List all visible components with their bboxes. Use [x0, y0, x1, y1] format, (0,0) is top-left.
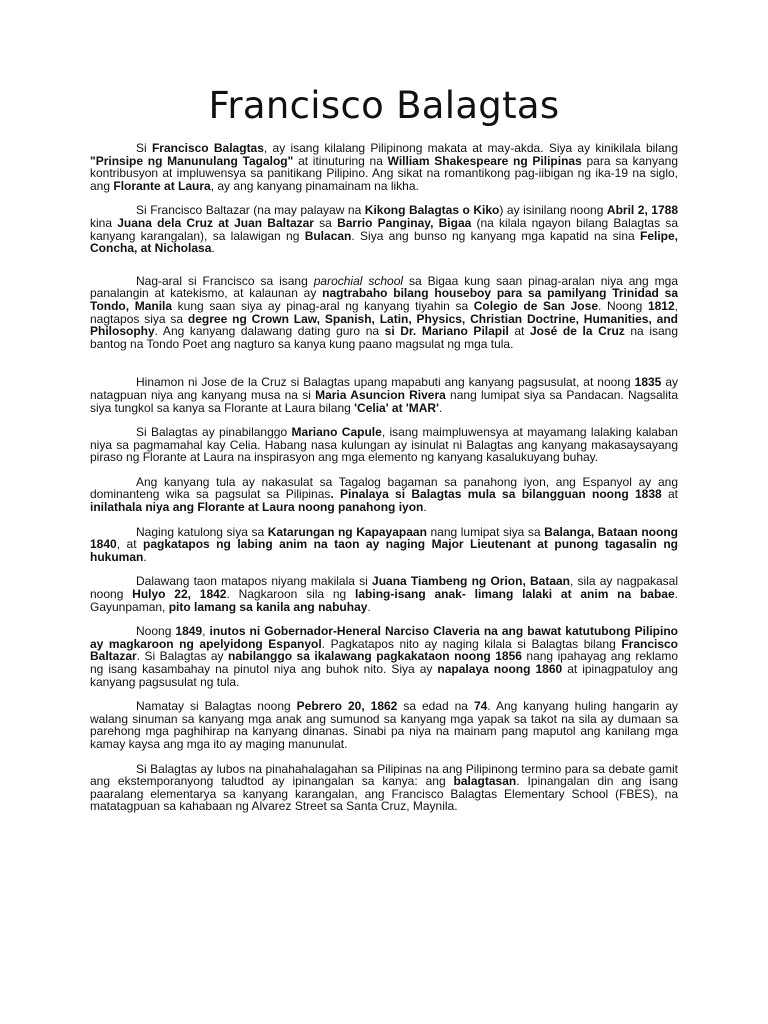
bold-run: Felipe, Concha, at Nicholasa — [90, 228, 678, 256]
bold-run: 74 — [473, 699, 488, 714]
bold-run: William Shakespeare ng Pilipinas — [387, 153, 582, 168]
bold-run: napalaya noong 1860 — [437, 662, 563, 676]
bold-run: inutos ni Gobernador-Heneral Narciso Claveria na ang bawat katutubong Pilipino ay magkaroon ng apelyidong Espanyol — [90, 624, 679, 651]
bold-run: Barrio Panginay, Bigaa — [337, 215, 472, 230]
text-run: Hinamon ni Jose de la Cruz si Balagtas upang mapabuti ang kanyang pagsusulat, at noong — [136, 375, 635, 390]
text-run: . Noong — [598, 298, 648, 313]
bold-run: Colegio de San Jose — [473, 298, 598, 313]
text-run: , — [202, 624, 210, 639]
text-run: Si Francisco Baltazar (na may palayaw na — [136, 203, 365, 218]
bold-run: labing-isang anak- limang lalaki at anim na babae — [355, 587, 675, 602]
bold-run: Balanga, Bataan noong 1840 — [90, 524, 679, 552]
text-run: (na kilala ngayon bilang Balagtas sa kanyang karangalan), sa lalawigan ng — [90, 215, 678, 243]
paragraph-education — [90, 275, 678, 351]
paragraph-career — [90, 526, 678, 564]
bold-run: Bulacan — [304, 228, 352, 243]
bold-run: inilathala niya ang Florante at Laura noong panahong iyon — [90, 500, 424, 515]
bold-run: Maria Asuncion Rivera — [315, 387, 446, 402]
bold-run: pito lamang sa kanila ang nabuhay — [168, 599, 368, 614]
text-run: , ay isang kilalang Pilipinong makata at may-akda. Siya ay kinikilala bilang — [263, 141, 678, 155]
bold-run: Juana Tiambeng ng Orion, Bataan — [372, 574, 570, 589]
text-run: nang lumipat siya sa Pandacan. Nagsalita siya tungkol sa kanya sa Florante at Laura bilang — [90, 387, 679, 415]
paragraph-marriage — [90, 575, 678, 613]
text-run: Noong — [136, 624, 176, 639]
paragraph-birth — [90, 204, 678, 254]
bold-run: 'Celia' at 'MAR' — [354, 400, 439, 415]
text-run: . Ang kanyang huling hangarin ay walang sinuman sa kanyang mga anak ang sumunod sa kanyang mga yapak sa takot na sila ay dumaan sa parehong mga paghihirap na kanyang dinanas. Sinabi pa niya na mainam pang maputol ang kanilang mga kamay kaysa ang mga ito ay maging manunulat. — [90, 699, 678, 751]
bold-run: Francisco Balagtas — [151, 141, 264, 155]
bold-run: balagtasan — [453, 774, 517, 789]
bold-run: . Pinalaya si Balagtas mula sa bilangguan noong 1838 — [330, 487, 662, 502]
page-title: Francisco Balagtas — [208, 84, 560, 127]
bold-run: pagkatapos ng labing anim na taon ay naging Major Lieutenant at punong tagasalin ng hukuman — [90, 537, 678, 564]
bold-run: Katarungan ng Kapayapaan — [267, 524, 427, 539]
text-run: . — [367, 599, 371, 614]
text-run: , nagtapos siya sa — [90, 298, 678, 326]
text-run: Ang kanyang tula ay nakasulat sa Tagalog bagaman sa panahong iyon, ang Espanyol ay ang dominanteng wika sa pagsulat sa Pilipinas — [90, 474, 678, 502]
paragraph-legacy — [90, 763, 678, 813]
text-run: Naging katulong siya sa — [136, 524, 268, 539]
bold-run: Mariano Capule — [291, 425, 382, 440]
text-run: at — [661, 487, 679, 502]
bold-run: José de la Cruz — [529, 324, 625, 339]
bold-run: Pebrero 20, 1862 — [296, 699, 398, 714]
text-run: nang lumipat siya sa — [426, 524, 545, 539]
bold-run: Kikong Balagtas o Kiko — [364, 203, 500, 218]
italic-run: parochial school — [313, 273, 404, 288]
text-run: . — [211, 241, 215, 256]
bold-run: Francisco Baltazar — [90, 636, 679, 664]
text-run: Namatay si Balagtas noong — [136, 699, 297, 714]
bold-run: 1849 — [175, 624, 203, 639]
text-run: . Pagkatapos nito ay naging kilala si Balagtas bilang — [321, 636, 622, 651]
text-run: . — [143, 549, 147, 564]
text-run: . Nagkaroon sila ng — [226, 587, 356, 602]
text-run: Si — [136, 141, 152, 155]
bold-run: Hulyo 22, 1842 — [132, 587, 227, 602]
text-run: kung saan siya ay pinag-aral ng kanyang tiyahin sa — [172, 298, 474, 313]
paragraph-imprisonment — [90, 426, 678, 464]
paragraph-surname-decree — [90, 625, 678, 688]
text-run: Dalawang taon matapos niyang makilala si — [136, 574, 373, 589]
paragraph-introduction — [90, 142, 678, 192]
text-run: at ipinagpatuloy ang kanyang pagsusulat ng tula. — [90, 662, 678, 689]
bold-run: 1812 — [647, 298, 675, 313]
text-run: , isang maimpluwensya at mayamang lalaking kalaban niya sa pagmamahal kay Celia. Habang nasa kulungan ay isinulat ni Balagtas ang kanyang makasaysayang piraso ng Florante at Laura na inspirasyon ang mga elemento ng kanyang kasalukuyang buhay. — [90, 425, 678, 465]
text-run: . — [423, 500, 427, 515]
text-run: . Ipinangalan din ang isang paaralang elementarya sa kanyang karangalan, ang Francisco Balagtas Elementary School (FBES), na matatagpuan sa kahabaan ng Alvarez Street sa Santa Cruz, Maynila. — [90, 774, 678, 814]
bold-run: Juana dela Cruz at Juan Baltazar — [117, 215, 314, 230]
text-run: nang ipahayag ang reklamo ng isang kasambahay na pinutol niya ang buhok nito. Siya ay — [90, 649, 678, 676]
text-run: ay natagpuan niya ang kanyang musa na si — [90, 375, 678, 402]
bold-run: "Prinsipe ng Manunulang Tagalog" — [90, 153, 294, 168]
text-run: na isang bantog na Tondo Poet ang nagturo sa kanya kung paano magsulat ng mga tula. — [90, 324, 679, 351]
bold-run: nabilanggo sa ikalawang pagkakataon noong 1856 — [228, 649, 522, 664]
text-run: sa — [313, 215, 338, 230]
text-run: at — [508, 324, 530, 339]
bold-run: degree ng Crown Law, Spanish, Latin, Physics, Christian Doctrine, Humanities, and Philosophy — [90, 311, 678, 339]
text-run: . Siya ang bunso ng kanyang mga kapatid na sina — [351, 228, 640, 243]
text-run: sa Bigaa kung saan pinag-aralan niya ang mga panalangin at katekismo, at kalaunan ay — [90, 273, 678, 301]
text-run: sa edad na — [397, 699, 474, 714]
bold-run: Abril 2, 1788 — [606, 203, 678, 218]
text-run: , sila ay nagpakasal noong — [90, 574, 679, 602]
bold-run: nagtrabaho bilang houseboy para sa pamilyang Trinidad sa Tondo, Manila — [90, 286, 678, 313]
text-run: para sa kanyang kontribusyon at impluwensya sa panitikang Pilipino. Ang sikat na romantikong pag-iibigan ng ika-19 na siglo, ang — [90, 153, 678, 193]
text-run: . Si Balagtas ay — [136, 649, 229, 664]
text-run: . Ang kanyang dalawang dating guro na — [154, 324, 385, 339]
paragraph-muse — [90, 376, 678, 414]
bold-run: si Dr. Mariano Pilapil — [384, 324, 509, 339]
text-run: Si Balagtas ay pinabilanggo — [136, 425, 292, 440]
bold-run: Florante at Laura — [113, 178, 211, 193]
text-run: , ay ang kanyang pinamainam na likha. — [210, 178, 419, 193]
text-run: . — [438, 400, 443, 415]
paragraph-death — [90, 700, 678, 750]
text-run: Nag-aral si Francisco sa isang — [136, 273, 314, 288]
document-page — [90, 82, 678, 825]
text-run: , at — [116, 537, 144, 552]
text-run: Si Balagtas ay lubos na pinahahalagahan sa Pilipinas na ang Pilipinong termino para sa debate gamit ang ekstemporanyong taludtod ay ipinangalan sa kanya: ang — [90, 761, 678, 789]
bold-run: 1835 — [634, 375, 662, 390]
paragraph-release — [90, 476, 678, 514]
text-run: at itinuturing na — [293, 153, 388, 168]
text-run: . Gayunpaman, — [90, 587, 678, 614]
text-run: kina — [90, 215, 118, 230]
text-run: ) ay isinilang noong — [499, 203, 607, 218]
